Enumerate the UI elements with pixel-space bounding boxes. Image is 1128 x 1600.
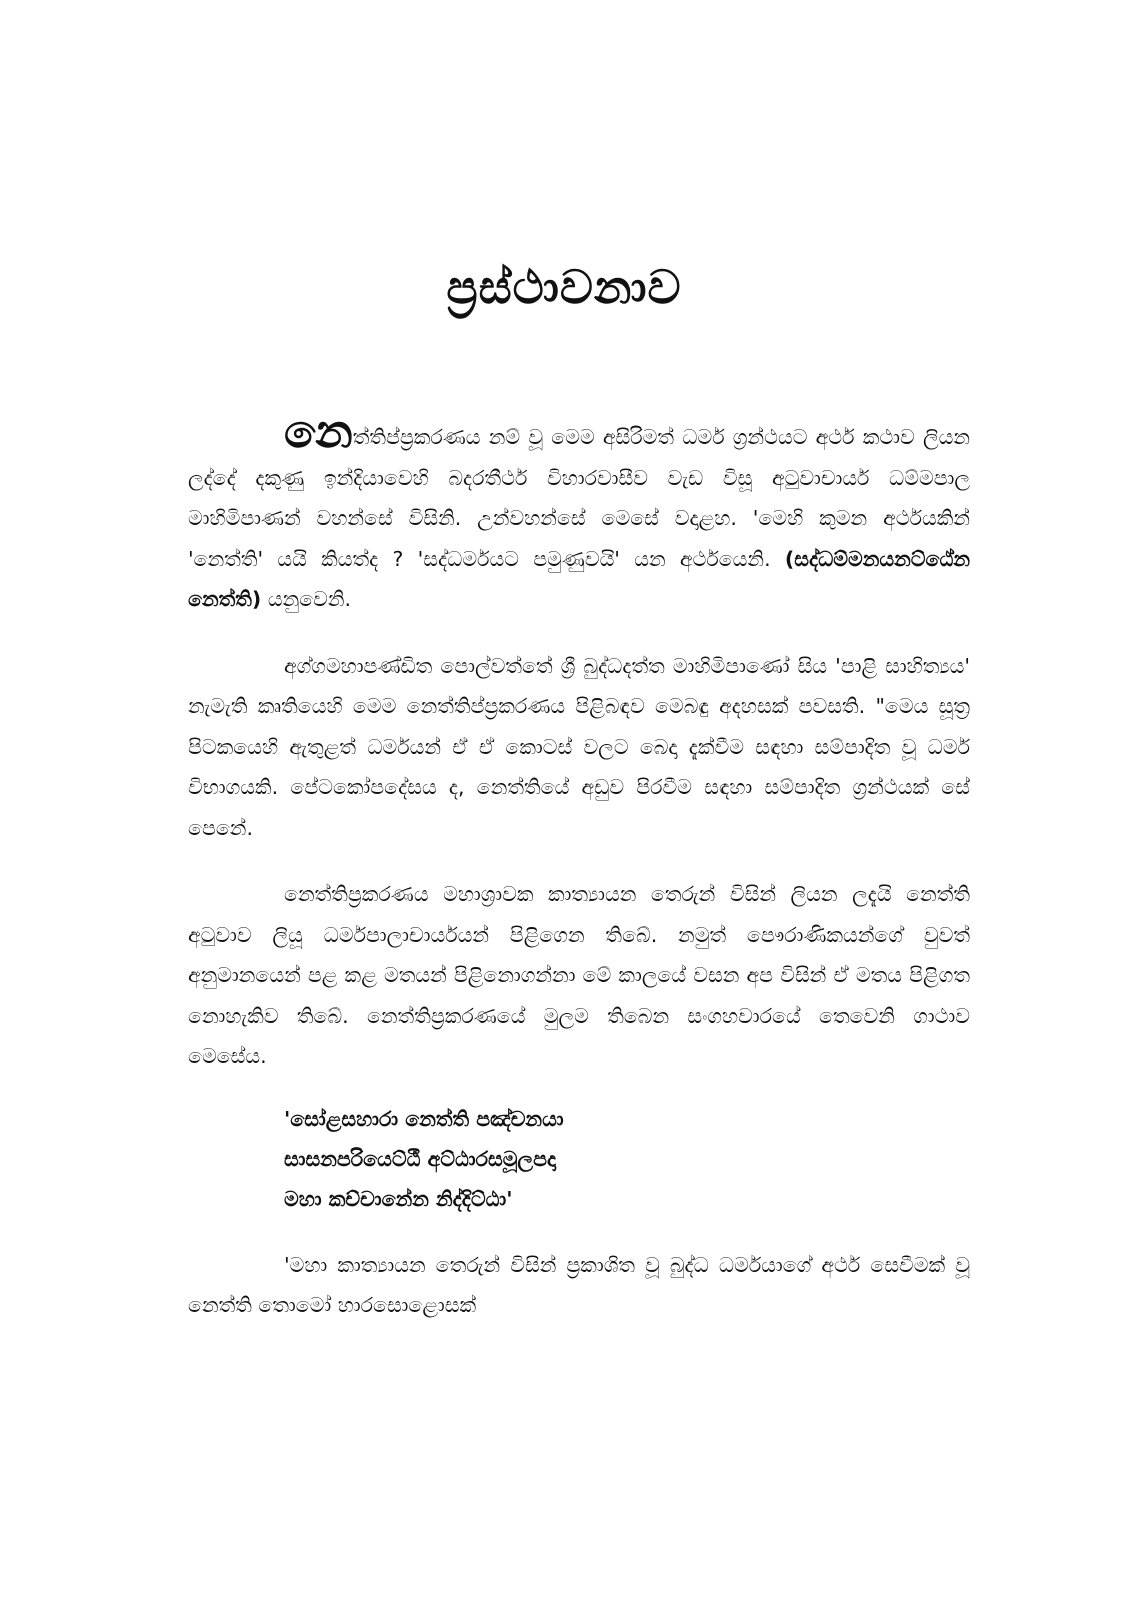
paragraph-1-text-b: යනුවෙනි. — [267, 587, 352, 611]
verse-line-3: මහා කච්චානේන නිද්දිට්ඨා' — [284, 1186, 513, 1211]
verse-block — [284, 1099, 970, 1219]
verse-line-1: 'සෝළසහාරා නෙත්ති පඤ්චනයා — [284, 1106, 564, 1131]
paragraph-3: නෙත්තිප්‍රකරණය මහාශ්‍රාවක කාත්‍යායන තෙරුන් විසින් ලියන ලදැයි නෙත්ති අටුවාව ලියූ ධර්මපාලාචාර්යයන් පිළිගෙන තිබේ. නමුත් පෞරාණිකයන්ගේ වුවත් අනුමානයෙන් පළ කළ මතයන් පිළිනොගන්නා මේ කාලයේ වසන අප විසින් ඒ මතය පිළිගත නොහැකිව තිබේ. නෙත්තිප්‍රකරණයේ මුලම තිබෙන සංගහවාරයේ තෙවෙනි ගාථාව මෙසේය. — [188, 882, 970, 1068]
paragraph-1-bold-term: (සද්ධම්මනයනට්ඨේන නෙත්ති) — [188, 546, 970, 611]
verse-line-2: සාසනපරියෙට්ඨී අට්ඨාරසමූලපදා — [284, 1146, 557, 1171]
paragraph-4: 'මහා කාත්‍යායන තෙරුන් විසින් ප්‍රකාශිත වූ බුද්ධ ධර්මයාගේ අර්ථ සෙවීමක් වූ නෙත්ති තොමෝ හාරසොළොසක් — [188, 1252, 970, 1317]
page-title: ප්‍රස්ථාවනාව — [446, 260, 682, 314]
paragraph-1 — [188, 404, 970, 620]
paragraph-2: අග්ගමහාපණ්ඩිත පොල්වත්තේ ශ්‍රී බුද්ධදත්ත මාහිමිපාණෝ සිය 'පාළි සාහිත්‍යය' නැමැති කෘතියෙහි මෙම නෙත්තිප්ප්‍රකරණය පිළිබඳව මෙබඳු අදහසක් පවසති. "මෙය සූත්‍ර පිටකයෙහි ඇතුළත් ධර්මයන් ඒ ඒ කොටස් වලට බෙදා දැක්වීම සඳහා සම්පාදිත වූ ධර්ම විභාගයකි. පේටකෝපදේසය ද, නෙත්තියේ අඩුව පිරවීම සඳහා සම්පාදිත ග්‍රන්ථයක් සේ පෙනේ. — [188, 653, 970, 840]
paragraph-1-text-a: ත්තිප්ප්‍රකරණය නම් වූ මෙම අසිරිමත් ධර්ම ග්‍රන්ථයට අර්ථ කථාව ලියන ලද්දේ දකුණු ඉන්දියාවෙහි බදරතීර්ථ විහාරවාසීව වැඩ විසූ අටුවාචාර්ය ධම්මපාල මාහිමිපාණන් වහන්සේ විසිනි. උන්වහන්සේ මෙසේ වදාළහ. 'මෙහි කුමන අර්ථයකින් 'නෙත්ති' යයි කියත්ද ? 'සද්ධර්මයට පමුණුවයි' යන අර්ථයෙනි. — [188, 425, 970, 571]
document-body — [188, 404, 970, 1352]
drop-cap: නෙ — [284, 404, 353, 458]
